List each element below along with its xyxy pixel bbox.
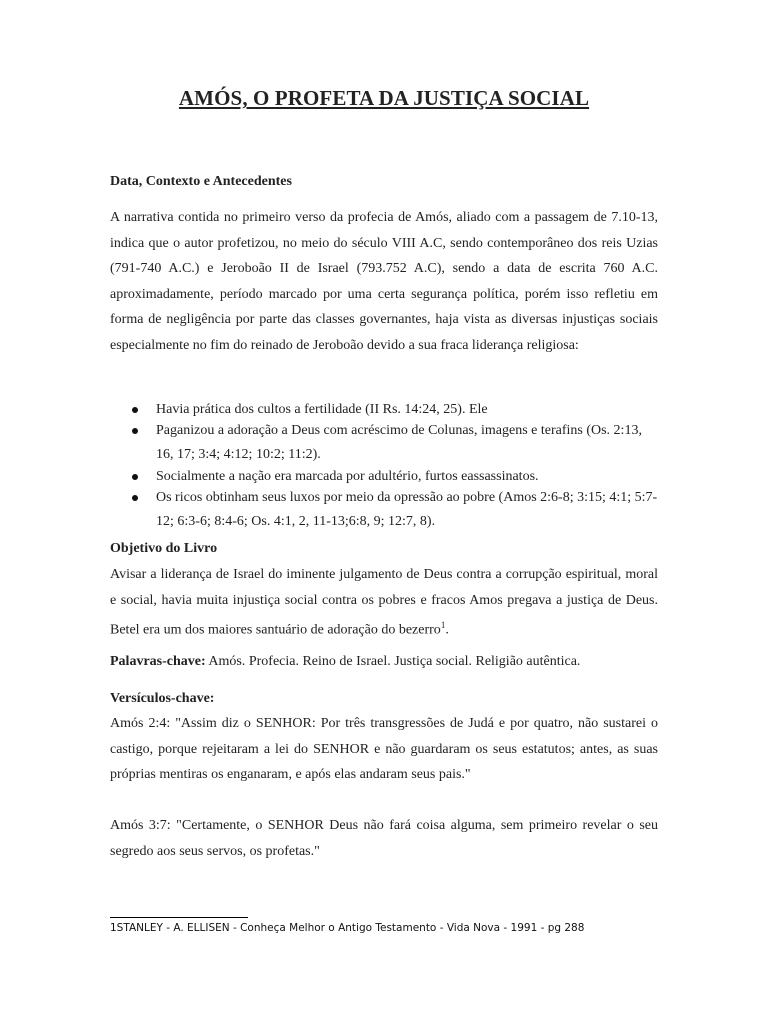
bullet-list (110, 400, 658, 534)
document-page (110, 0, 658, 1024)
keywords-label: Palavras-chave: (110, 654, 206, 669)
document-title: AMÓS, O PROFETA DA JUSTIÇA SOCIAL (178, 86, 590, 110)
bullet-icon (132, 474, 138, 480)
list-item: Socialmente a nação era marcada por adultério, furtos eassassinatos. (110, 467, 658, 486)
bullet-icon (132, 495, 138, 501)
section-heading-verses: Versículos-chave: (110, 691, 215, 706)
section-heading-context: Data, Contexto e Antecedentes (110, 174, 292, 189)
objective-paragraph: Avisar a liderança de Israel do iminente julgamento de Deus contra a corrupção espiritual, moral e social, havia muita injustiça social contra os pobres e fracos Amos pregava a justiça de Deus. Betel era um dos maiores santuário de adoração do bezerro$^1$. (110, 567, 658, 638)
bullet-icon (132, 428, 138, 434)
list-item: Paganizou a adoração a Deus com acréscimo de Colunas, imagens e terafins (Os. 2:13, 16, 17; 3:4; 4:12; 10:2; 11:2). (110, 419, 658, 467)
keywords-line (110, 654, 658, 670)
section-heading-objective: Objetivo do Livro (110, 541, 218, 556)
list-item: Havia prática dos cultos a fertilidade (II Rs. 14:24, 25). Ele (110, 400, 658, 419)
verse-amos-3-7: Amós 3:7: "Certamente, o SENHOR Deus não fará coisa alguma, sem primeiro revelar o seu segredo aos seus servos, os profetas." (110, 818, 658, 859)
context-paragraph: A narrativa contida no primeiro verso da profecia de Amós, aliado com a passagem de 7.10-13, indica que o autor profetizou, no meio do século VIII A.C, sendo contemporâneo dos reis Uzias (791-740 A.C.) e Jeroboão II de Israel (793.752 A.C), sendo a data de escrita 760 A.C. aproximadamente, período marcado por uma certa segurança política, porém isso refletiu em forma de negligência por parte das classes governantes, haja vista as diversas injustiças sociais especialmente no fim do reinado de Jeroboão devido a sua fraca liderança religiosa: (110, 210, 658, 353)
footnote-reference[interactable]: 1 (440, 620, 446, 631)
keywords-text: Amós. Profecia. Reino de Israel. Justiça social. Religião autêntica. (205, 654, 581, 669)
footnote-divider (110, 917, 248, 918)
verse-amos-2-4: Amós 2:4: "Assim diz o SENHOR: Por três transgressões de Judá e por quatro, não sustarei o castigo, porque rejeitaram a lei do SENHOR e não guardaram os seus estatutos; antes, as suas próprias mentiras os enganaram, e após elas andaram seus pais." (110, 716, 658, 783)
bullet-icon (132, 407, 138, 413)
list-item: Os ricos obtinham seus luxos por meio da opressão ao pobre (Amos 2:6-8; 3:15; 4:1; 5:7-12; 6:3-6; 8:4-6; Os. 4:1, 2, 11-13;6:8, 9; 12:7, 8). (110, 486, 658, 534)
footnote-text: 1STANLEY - A. ELLISEN - Conheça Melhor o Antigo Testamento - Vida Nova - 1991 - pg 288 (110, 922, 585, 934)
